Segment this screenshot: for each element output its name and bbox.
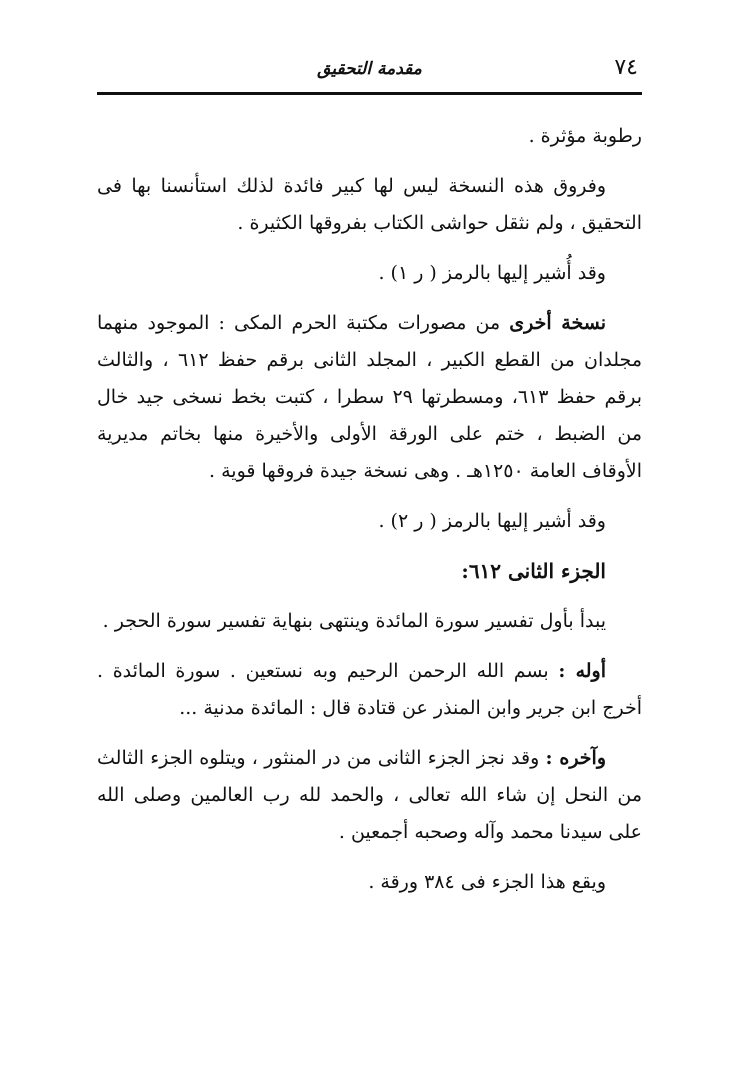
paragraph-variants-note: وفروق هذه النسخة ليس لها كبير فائدة لذلك استأنسنا بها فى التحقيق ، ولم نثقل حواشى الكتاب بفروقها الكثيرة . — [97, 175, 642, 234]
paragraph-symbol-r2: وقد أشير إليها بالرمز ( ر ٢) . — [378, 510, 606, 532]
section-heading: الجزء الثانى ٦١٢: — [461, 559, 606, 583]
page-header — [97, 52, 642, 92]
other-manuscript-description: من مصورات مكتبة الحرم المكى : الموجود منهما مجلدان من القطع الكبير ، المجلد الثانى برقم حفظ ٦١٢ ، والثالث برقم حفظ ٦١٣، ومسطرتها ٢٩ سطرا ، كتبت بخط نسخى جيد خال من الضبط ، ختم على الورقة الأولى والأخيرة منها بخاتم مديرية الأوقاف العامة ١٢٥٠هـ . وهى نسخة جيدة فروقها قوية . — [97, 312, 642, 482]
paragraph-incipit — [97, 653, 642, 727]
paragraph-folio-count: ويقع هذا الجزء فى ٣٨٤ ورقة . — [368, 871, 606, 893]
running-title: مقدمة التحقيق — [317, 59, 422, 79]
header-rule — [97, 92, 642, 95]
paragraph-part-range: يبدأ بأول تفسير سورة المائدة وينتهى بنهاية تفسير سورة الحجر . — [102, 610, 606, 632]
paragraph-continuation: رطوبة مؤثرة . — [528, 125, 642, 147]
explicit-text: وقد نجز الجزء الثانى من در المنثور ، ويتلوه الجزء الثالث من النحل إن شاء الله تعالى ، والحمد لله رب العالمين وصلى الله على سيدنا محمد وآله وصحبه أجمعين . — [97, 747, 642, 843]
page-body — [97, 118, 642, 914]
paragraph-symbol-r1: وقد أُشير إليها بالرمز ( ر ١) . — [378, 262, 606, 284]
paragraph-other-manuscript — [97, 305, 642, 490]
incipit-text: بسم الله الرحمن الرحيم وبه نستعين . سورة المائدة . أخرج ابن جرير وابن المنذر عن قتادة قال : المائدة مدنية ... — [97, 660, 642, 719]
incipit-label: أوله : — [558, 660, 606, 682]
page-number: ٧٤ — [614, 55, 638, 80]
other-manuscript-label: نسخة أخرى — [509, 312, 606, 334]
paragraph-explicit — [97, 740, 642, 851]
explicit-label: وآخره : — [545, 747, 606, 769]
